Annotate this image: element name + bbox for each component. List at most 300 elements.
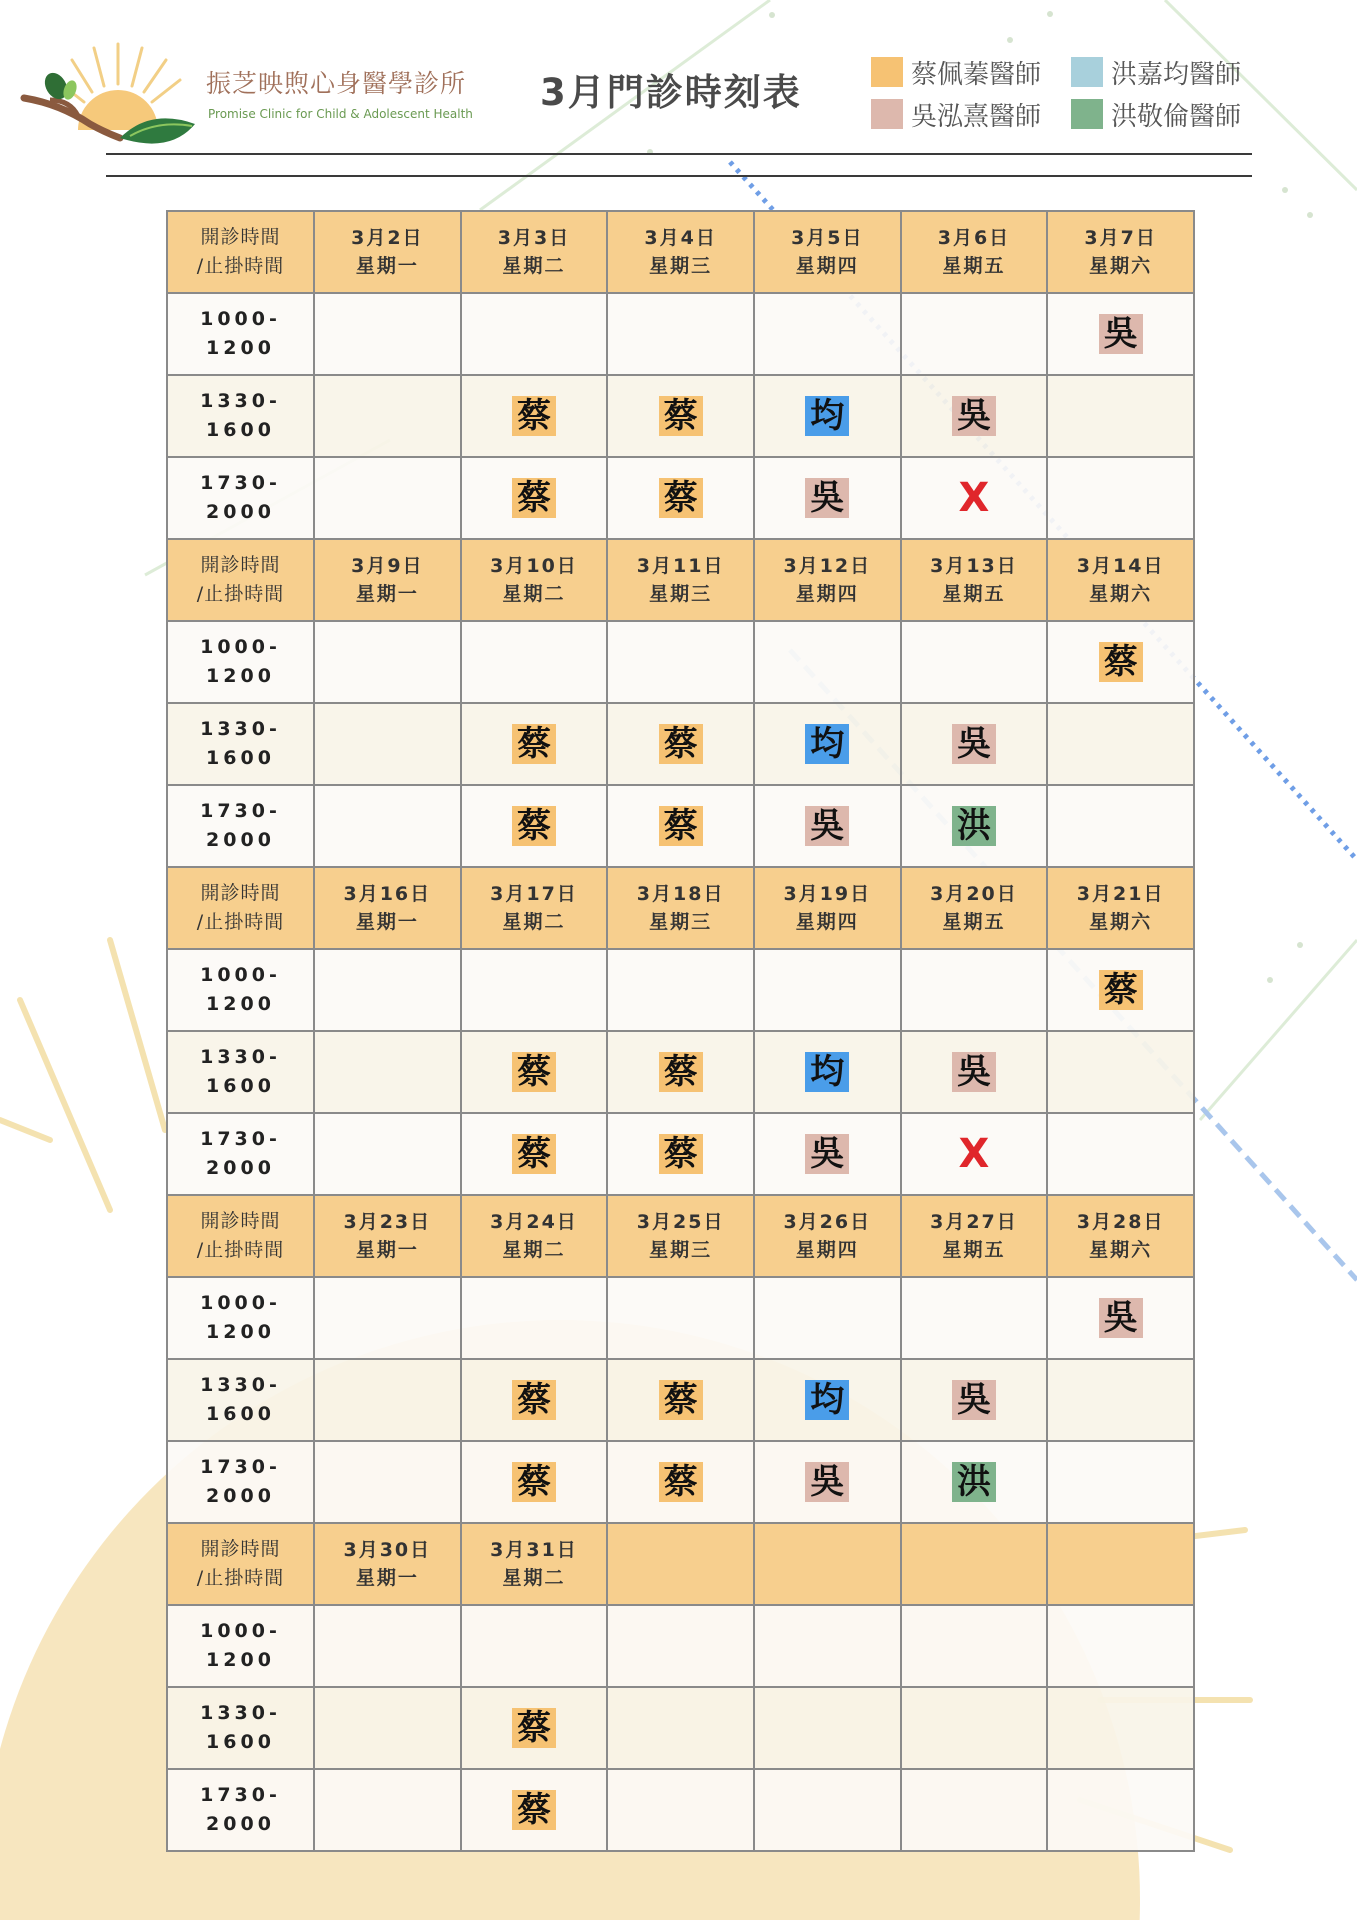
schedule-cell — [754, 1359, 901, 1441]
schedule-cell — [314, 1687, 461, 1769]
date-header-cell — [1047, 1523, 1194, 1605]
time-slot-row — [167, 1441, 1194, 1523]
date-header-cell — [754, 867, 901, 949]
date-header-cell — [314, 1523, 461, 1605]
schedule-cell — [314, 1113, 461, 1195]
weekday-label: 星期六 — [1089, 911, 1153, 933]
schedule-cell — [754, 1441, 901, 1523]
schedule-cell — [1047, 1277, 1194, 1359]
schedule-cell — [314, 1769, 461, 1851]
date-header-cell — [901, 539, 1048, 621]
weekday-label: 星期三 — [649, 583, 713, 605]
schedule-cell — [901, 1441, 1048, 1523]
week-header-row — [167, 539, 1194, 621]
schedule-cell — [461, 1441, 608, 1523]
doctor-badge: 蔡 — [512, 396, 556, 436]
time-slot-row — [167, 293, 1194, 375]
doctor-badge: 蔡 — [512, 1134, 556, 1174]
schedule-cell — [461, 621, 608, 703]
weekday-label: 星期四 — [795, 911, 859, 933]
week-header-row — [167, 867, 1194, 949]
time-slot-cell — [167, 621, 314, 703]
header-divider — [106, 153, 1252, 155]
date-header-cell — [607, 1195, 754, 1277]
weekday-label: 星期六 — [1089, 255, 1153, 277]
weekday-label: 星期二 — [502, 583, 566, 605]
schedule-cell — [901, 1359, 1048, 1441]
schedule-cell — [607, 375, 754, 457]
time-slot-row — [167, 621, 1194, 703]
weekday-label: 星期五 — [942, 1239, 1006, 1261]
schedule-cell — [754, 1687, 901, 1769]
schedule-cell — [461, 1359, 608, 1441]
schedule-cell — [901, 785, 1048, 867]
schedule-cell — [314, 457, 461, 539]
time-header-line: /止掛時間 — [196, 1239, 285, 1261]
time-header-line: 開診時間 — [200, 1538, 281, 1560]
schedule-cell — [901, 1031, 1048, 1113]
date-header-cell — [901, 1523, 1048, 1605]
schedule-cell — [461, 375, 608, 457]
schedule-cell — [754, 785, 901, 867]
schedule-cell — [607, 1769, 754, 1851]
time-slot-row — [167, 1769, 1194, 1851]
schedule-cell — [461, 1687, 608, 1769]
legend-label: 洪嘉均醫師 — [1111, 59, 1242, 90]
date-label: 3月2日 — [351, 227, 424, 249]
time-slot-label: 2000 — [206, 829, 275, 851]
date-label: 3月7日 — [1084, 227, 1157, 249]
legend-label: 洪敬倫醫師 — [1111, 101, 1242, 132]
legend-swatch-hong — [1071, 99, 1103, 129]
weekday-label: 星期二 — [502, 911, 566, 933]
schedule-cell — [461, 785, 608, 867]
weekday-label: 星期三 — [649, 911, 713, 933]
time-header-line: 開診時間 — [200, 554, 281, 576]
date-header-cell — [1047, 1195, 1194, 1277]
legend-item-hong — [1071, 96, 1241, 132]
time-slot-cell — [167, 1605, 314, 1687]
schedule-cell — [901, 1277, 1048, 1359]
schedule-cell — [314, 703, 461, 785]
schedule-cell — [754, 375, 901, 457]
time-slot-label: 1330- — [200, 718, 281, 740]
decor-dot — [1267, 977, 1273, 983]
doctor-badge: 吳 — [952, 1052, 996, 1092]
schedule-cell — [1047, 1031, 1194, 1113]
doctor-badge: 吳 — [1099, 1298, 1143, 1338]
time-header-cell — [167, 539, 314, 621]
clinic-name: 振芝映煦心身醫學診所 — [206, 69, 467, 98]
schedule-cell — [461, 457, 608, 539]
time-slot-cell — [167, 375, 314, 457]
doctor-badge: 蔡 — [512, 1462, 556, 1502]
time-slot-label: 1330- — [200, 1374, 281, 1396]
doctor-badge: 吳 — [805, 1462, 849, 1502]
doctor-badge: 吳 — [805, 478, 849, 518]
schedule-cell — [607, 293, 754, 375]
schedule-cell — [314, 293, 461, 375]
weekday-label: 星期五 — [942, 255, 1006, 277]
date-label: 3月11日 — [636, 555, 725, 577]
schedule-cell — [754, 1769, 901, 1851]
clinic-english-name: Promise Clinic for Child & Adolescent Health — [208, 107, 473, 121]
schedule-cell — [607, 457, 754, 539]
time-slot-cell — [167, 457, 314, 539]
date-header-cell — [754, 539, 901, 621]
schedule-cell — [461, 293, 608, 375]
schedule-cell — [607, 1113, 754, 1195]
schedule-cell — [607, 621, 754, 703]
time-slot-cell — [167, 1113, 314, 1195]
decor-dot — [1282, 187, 1288, 193]
schedule-cell — [314, 1441, 461, 1523]
date-header-cell — [461, 1523, 608, 1605]
decor-dot — [1307, 212, 1313, 218]
schedule-cell — [1047, 1687, 1194, 1769]
weekday-label: 星期三 — [649, 1239, 713, 1261]
time-header-line: 開診時間 — [200, 882, 281, 904]
time-slot-label: 1730- — [200, 1128, 281, 1150]
schedule-cell — [754, 293, 901, 375]
date-header-cell — [901, 1195, 1048, 1277]
doctor-badge: 吳 — [805, 806, 849, 846]
schedule-cell — [1047, 375, 1194, 457]
doctor-badge: 蔡 — [659, 478, 703, 518]
schedule-cell — [607, 703, 754, 785]
doctor-badge: 蔡 — [512, 1708, 556, 1748]
closed-mark-icon: X — [958, 475, 990, 521]
time-slot-row — [167, 1359, 1194, 1441]
weekday-label: 星期一 — [355, 911, 419, 933]
schedule-cell — [901, 1687, 1048, 1769]
schedule-cell — [754, 621, 901, 703]
schedule-cell — [461, 1605, 608, 1687]
schedule-cell — [1047, 949, 1194, 1031]
decor-dot — [1047, 11, 1053, 17]
schedule-cell — [461, 703, 608, 785]
time-slot-cell — [167, 1687, 314, 1769]
legend-label: 蔡佩蓁醫師 — [911, 59, 1042, 90]
doctor-badge: 均 — [805, 724, 849, 764]
date-header-cell — [901, 867, 1048, 949]
schedule-cell — [461, 1277, 608, 1359]
time-slot-cell — [167, 1359, 314, 1441]
schedule-cell — [314, 949, 461, 1031]
legend-item-jun — [1071, 54, 1241, 90]
time-slot-label: 1600 — [206, 1731, 275, 1753]
week-header-row — [167, 1195, 1194, 1277]
schedule-cell — [901, 1605, 1048, 1687]
clinic-logo-icon — [20, 38, 200, 148]
legend-item-cai — [871, 54, 1041, 90]
schedule-cell — [754, 703, 901, 785]
schedule-cell — [314, 1277, 461, 1359]
doctor-badge: 蔡 — [659, 806, 703, 846]
time-slot-label: 2000 — [206, 501, 275, 523]
schedule-cell — [607, 1687, 754, 1769]
schedule-cell — [754, 457, 901, 539]
date-header-cell — [314, 867, 461, 949]
date-label: 3月23日 — [343, 1211, 432, 1233]
date-header-cell — [461, 867, 608, 949]
doctor-legend — [871, 54, 1261, 138]
doctor-badge: 蔡 — [659, 724, 703, 764]
time-slot-cell — [167, 949, 314, 1031]
doctor-badge: 蔡 — [512, 1380, 556, 1420]
date-label: 3月28日 — [1076, 1211, 1165, 1233]
time-slot-label: 1600 — [206, 419, 275, 441]
doctor-badge: 蔡 — [659, 1134, 703, 1174]
schedule-body — [167, 211, 1194, 1851]
time-slot-label: 1200 — [206, 1321, 275, 1343]
date-header-cell — [461, 1195, 608, 1277]
time-slot-label: 1000- — [200, 1292, 281, 1314]
time-header-cell — [167, 1523, 314, 1605]
time-slot-row — [167, 785, 1194, 867]
date-header-cell — [1047, 211, 1194, 293]
time-header-line: /止掛時間 — [196, 583, 285, 605]
doctor-badge: 均 — [805, 396, 849, 436]
date-header-cell — [607, 867, 754, 949]
schedule-cell — [314, 621, 461, 703]
weekday-label: 星期一 — [355, 1239, 419, 1261]
schedule-cell — [607, 949, 754, 1031]
date-header-cell — [314, 1195, 461, 1277]
time-header-line: /止掛時間 — [196, 1567, 285, 1589]
schedule-cell — [461, 1769, 608, 1851]
date-header-cell — [461, 539, 608, 621]
time-slot-row — [167, 949, 1194, 1031]
doctor-badge: 蔡 — [512, 478, 556, 518]
legend-swatch-jun — [1071, 57, 1103, 87]
date-label: 3月25日 — [636, 1211, 725, 1233]
schedule-cell — [1047, 785, 1194, 867]
date-header-cell — [901, 211, 1048, 293]
schedule-cell — [1047, 457, 1194, 539]
schedule-cell — [901, 457, 1048, 539]
schedule-cell — [461, 1031, 608, 1113]
sun-ray — [20, 1000, 110, 1210]
schedule-cell — [901, 949, 1048, 1031]
time-slot-label: 1730- — [200, 472, 281, 494]
time-slot-cell — [167, 785, 314, 867]
weekday-label: 星期二 — [502, 1567, 566, 1589]
doctor-badge: 蔡 — [1099, 642, 1143, 682]
weekday-label: 星期六 — [1089, 583, 1153, 605]
time-slot-cell — [167, 1441, 314, 1523]
date-label: 3月21日 — [1076, 883, 1165, 905]
schedule-cell — [1047, 1769, 1194, 1851]
doctor-badge: 吳 — [952, 1380, 996, 1420]
doctor-badge: 蔡 — [512, 1790, 556, 1830]
time-slot-label: 1200 — [206, 993, 275, 1015]
time-slot-cell — [167, 1769, 314, 1851]
schedule-cell — [901, 1769, 1048, 1851]
doctor-badge: 蔡 — [1099, 970, 1143, 1010]
time-slot-row — [167, 457, 1194, 539]
schedule-cell — [607, 785, 754, 867]
date-label: 3月18日 — [636, 883, 725, 905]
schedule-cell — [607, 1441, 754, 1523]
schedule-cell — [1047, 1113, 1194, 1195]
date-header-cell — [607, 539, 754, 621]
schedule-cell — [901, 703, 1048, 785]
time-slot-label: 1000- — [200, 1620, 281, 1642]
time-slot-label: 1330- — [200, 1046, 281, 1068]
page-title: 3月門診時刻表 — [540, 71, 802, 114]
doctor-badge: 洪 — [952, 1462, 996, 1502]
time-slot-label: 1330- — [200, 1702, 281, 1724]
sun-ray — [0, 1120, 50, 1140]
doctor-badge: 吳 — [952, 724, 996, 764]
schedule-cell — [754, 1277, 901, 1359]
date-header-cell — [754, 1195, 901, 1277]
time-slot-row — [167, 1687, 1194, 1769]
time-slot-row — [167, 375, 1194, 457]
time-header-cell — [167, 1195, 314, 1277]
schedule-cell — [314, 1031, 461, 1113]
time-slot-cell — [167, 293, 314, 375]
weekday-label: 星期二 — [502, 255, 566, 277]
date-label: 3月20日 — [930, 883, 1018, 905]
time-header-cell — [167, 211, 314, 293]
time-slot-row — [167, 1277, 1194, 1359]
schedule-cell — [461, 949, 608, 1031]
time-slot-label: 2000 — [206, 1485, 275, 1507]
schedule-cell — [754, 1605, 901, 1687]
weekday-label: 星期五 — [942, 911, 1006, 933]
legend-swatch-cai — [871, 57, 903, 87]
date-header-cell — [314, 539, 461, 621]
week-header-row — [167, 1523, 1194, 1605]
time-slot-label: 1730- — [200, 800, 281, 822]
schedule-cell — [754, 1113, 901, 1195]
doctor-badge: 吳 — [805, 1134, 849, 1174]
decor-dot — [1297, 942, 1303, 948]
time-slot-label: 1000- — [200, 308, 281, 330]
date-label: 3月10日 — [490, 555, 578, 577]
date-header-cell — [314, 211, 461, 293]
time-slot-label: 1200 — [206, 665, 275, 687]
time-header-line: 開診時間 — [200, 226, 281, 248]
schedule-table — [166, 210, 1195, 1852]
time-slot-label: 1000- — [200, 964, 281, 986]
time-slot-row — [167, 1031, 1194, 1113]
schedule-cell — [607, 1031, 754, 1113]
doctor-badge: 蔡 — [512, 806, 556, 846]
date-label: 3月9日 — [351, 555, 424, 577]
time-slot-cell — [167, 703, 314, 785]
date-label: 3月5日 — [791, 227, 864, 249]
weekday-label: 星期一 — [355, 583, 419, 605]
time-header-line: /止掛時間 — [196, 911, 285, 933]
schedule-cell — [314, 1605, 461, 1687]
doctor-badge: 蔡 — [659, 1052, 703, 1092]
schedule-cell — [1047, 1359, 1194, 1441]
doctor-badge: 洪 — [952, 806, 996, 846]
date-label: 3月6日 — [937, 227, 1011, 249]
schedule-cell — [1047, 703, 1194, 785]
time-slot-label: 1000- — [200, 636, 281, 658]
doctor-badge: 均 — [805, 1052, 849, 1092]
date-label: 3月17日 — [490, 883, 578, 905]
schedule-cell — [607, 1277, 754, 1359]
date-label: 3月12日 — [783, 555, 872, 577]
time-slot-label: 1730- — [200, 1456, 281, 1478]
date-header-cell — [607, 211, 754, 293]
schedule-cell — [1047, 1605, 1194, 1687]
doctor-badge: 蔡 — [512, 724, 556, 764]
time-slot-label: 1330- — [200, 390, 281, 412]
green-diamond-outline — [1200, 940, 1357, 1120]
schedule-cell — [314, 1359, 461, 1441]
time-slot-label: 2000 — [206, 1813, 275, 1835]
weekday-label: 星期二 — [502, 1239, 566, 1261]
schedule-cell — [314, 785, 461, 867]
doctor-badge: 蔡 — [659, 1380, 703, 1420]
closed-mark-icon: X — [958, 1131, 990, 1177]
date-header-cell — [1047, 867, 1194, 949]
time-slot-cell — [167, 1031, 314, 1113]
weekday-label: 星期三 — [649, 255, 713, 277]
date-label: 3月26日 — [783, 1211, 872, 1233]
schedule-cell — [1047, 293, 1194, 375]
week-header-row — [167, 211, 1194, 293]
date-header-cell — [461, 211, 608, 293]
time-header-line: 開診時間 — [200, 1210, 281, 1232]
date-label: 3月16日 — [343, 883, 432, 905]
date-label: 3月13日 — [930, 555, 1018, 577]
schedule-cell — [901, 1113, 1048, 1195]
time-slot-label: 1730- — [200, 1784, 281, 1806]
date-label: 3月27日 — [930, 1211, 1018, 1233]
sun-ray — [110, 940, 165, 1130]
schedule-cell — [1047, 621, 1194, 703]
time-header-cell — [167, 867, 314, 949]
time-header-line: /止掛時間 — [196, 255, 285, 277]
time-slot-label: 1600 — [206, 1403, 275, 1425]
time-slot-cell — [167, 1277, 314, 1359]
time-slot-label: 2000 — [206, 1157, 275, 1179]
decor-dot — [769, 12, 775, 18]
legend-label: 吳泓熹醫師 — [911, 101, 1042, 132]
weekday-label: 星期一 — [355, 1567, 419, 1589]
schedule-cell — [754, 1031, 901, 1113]
schedule-cell — [1047, 1441, 1194, 1523]
schedule-cell — [607, 1605, 754, 1687]
date-header-cell — [754, 1523, 901, 1605]
header-divider — [106, 175, 1252, 177]
schedule-cell — [314, 375, 461, 457]
schedule-cell — [901, 293, 1048, 375]
weekday-label: 星期四 — [795, 583, 859, 605]
date-label: 3月14日 — [1076, 555, 1165, 577]
date-label: 3月24日 — [490, 1211, 578, 1233]
time-slot-label: 1200 — [206, 337, 275, 359]
schedule-cell — [901, 621, 1048, 703]
time-slot-label: 1600 — [206, 1075, 275, 1097]
date-label: 3月19日 — [783, 883, 872, 905]
doctor-badge: 吳 — [1099, 314, 1143, 354]
doctor-badge: 蔡 — [512, 1052, 556, 1092]
doctor-badge: 均 — [805, 1380, 849, 1420]
date-label: 3月3日 — [497, 227, 571, 249]
schedule-cell — [901, 375, 1048, 457]
date-header-cell — [607, 1523, 754, 1605]
date-header-cell — [1047, 539, 1194, 621]
weekday-label: 星期六 — [1089, 1239, 1153, 1261]
